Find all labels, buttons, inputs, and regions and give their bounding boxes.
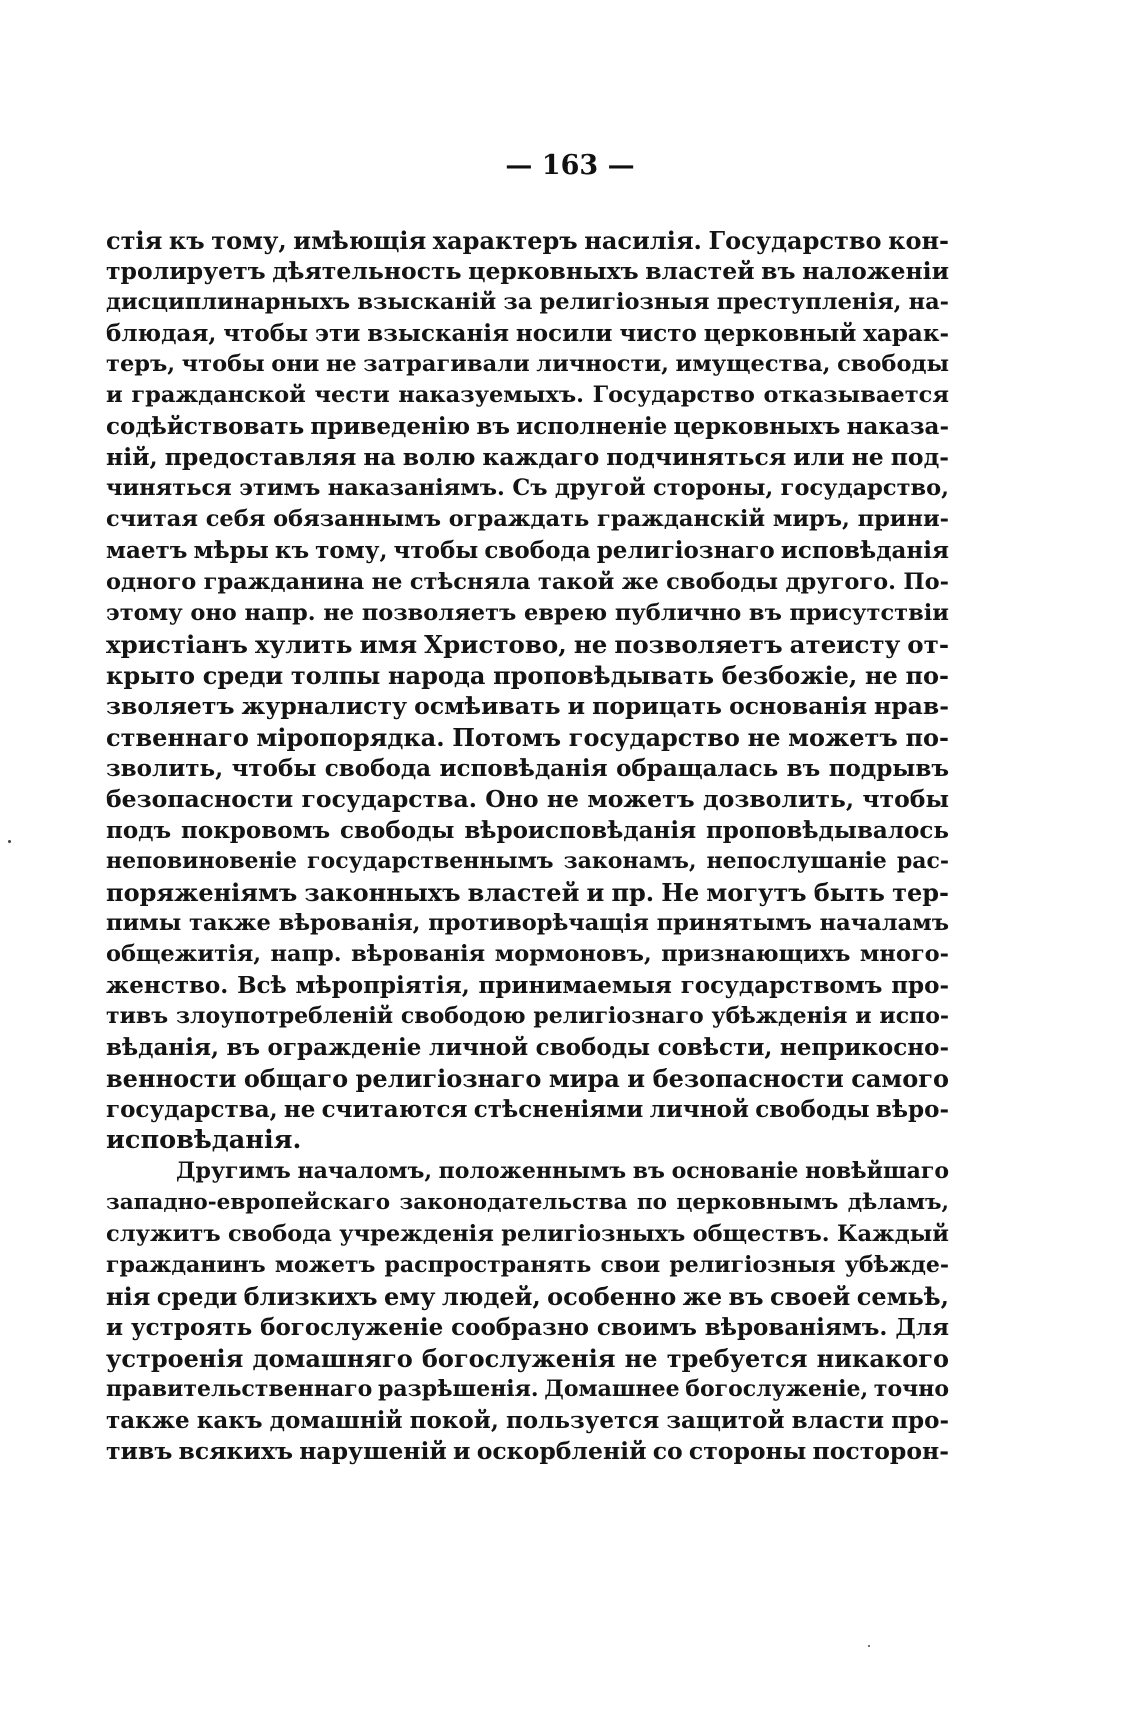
text-line: и устроять богослуженіе сообразно своимъ вѣрованіямъ. Для (106, 1313, 949, 1341)
text-line: этому оно напр. не позволяетъ еврею публично въ присутствіи (106, 599, 949, 626)
text-line: одного гражданина не стѣсняла такой же свободы другого. По- (106, 568, 949, 595)
text-line: ній, предоставляя на волю каждаго подчиняться или не под- (106, 443, 949, 472)
text-line: Другимъ началомъ, положеннымъ въ основаніе новѣйшаго (176, 1158, 949, 1185)
text-line: и гражданской чести наказуемыхъ. Государство отказывается (106, 382, 949, 409)
text-line: женство. Всѣ мѣропріятія, принимаемыя государствомъ про- (106, 972, 949, 1000)
text-line: также какъ домашній покой, пользуется защитой власти про- (106, 1406, 949, 1434)
text-line: дисциплинарныхъ взысканій за религіозныя преступленія, на- (106, 289, 949, 316)
text-line: считая себя обязаннымъ ограждать гражданскій миръ, прини- (106, 506, 949, 533)
text-line: ственнаго міропорядка. Потомъ государство не можетъ по- (106, 722, 949, 752)
text-line: исповѣданія. (106, 1125, 302, 1156)
text-line: тивъ всякихъ нарушеній и оскорбленій со стороны посторон- (106, 1436, 949, 1465)
body-text (106, 225, 949, 1467)
text-line: теръ, чтобы они не затрагивали личности, имущества, свободы (106, 351, 949, 378)
text-line: западно-европейскаго законодательства по церковнымъ дѣламъ, (106, 1190, 949, 1216)
text-line: блюдая, чтобы эти взысканія носили чисто церковный харак- (106, 320, 949, 348)
text-line: венности общаго религіознаго мира и безопасности самого (106, 1064, 949, 1094)
text-line: зволяетъ журналисту осмѣивать и порицать основанія нрав- (106, 691, 949, 720)
scan-speck (868, 1645, 870, 1647)
page-number: — 163 — (505, 150, 635, 181)
text-line: государства, не считаются стѣсненіями личной свободы вѣро- (106, 1096, 949, 1124)
text-line: чиняться этимъ наказаніямъ. Съ другой стороны, государство, (106, 475, 949, 502)
text-line: устроенія домашняго богослуженія не требуется никакого (106, 1343, 949, 1373)
text-line: служитъ свобода учрежденія религіозныхъ обществъ. Каждый (106, 1220, 949, 1247)
text-line: содѣйствовать приведенію въ исполненіе церковныхъ наказа- (106, 413, 949, 441)
text-line: тролируетъ дѣятельность церковныхъ властей въ наложеніи (106, 257, 949, 286)
text-line: безопасности государства. Оно не можетъ дозволить, чтобы (106, 784, 949, 813)
text-line: нія среди близкихъ ему людей, особенно же въ своей семьѣ, (106, 1281, 949, 1311)
text-line: общежитія, напр. вѣрованія мормоновъ, признающихъ много- (106, 941, 949, 968)
text-line: неповиновеніе государственнымъ законамъ, непослушаніе рас- (106, 847, 949, 874)
text-line: крыто среди толпы народа проповѣдывать безбожіе, не по- (106, 660, 949, 690)
text-line: поряженіямъ законныхъ властей и пр. Не могутъ быть тер- (106, 877, 949, 907)
text-line: правительственнаго разрѣшенія. Домашнее богослуженіе, точно (106, 1375, 949, 1402)
text-line: вѣданія, въ огражденіе личной свободы совѣсти, неприкосно- (106, 1034, 949, 1062)
text-line: христіанъ хулить имя Христово, не позволяетъ атеисту от- (106, 629, 949, 659)
text-line: гражданинъ можетъ распространять свои религіозныя убѣжде- (106, 1251, 949, 1278)
scan-speck (8, 840, 11, 843)
text-line: тивъ злоупотребленій свободою религіознаго убѣжденія и испо- (106, 1003, 949, 1030)
text-line: маетъ мѣры къ тому, чтобы свобода религіознаго исповѣданія (106, 537, 949, 565)
text-line: подъ покровомъ свободы вѣроисповѣданія проповѣдывалось (106, 816, 949, 844)
text-line: стія къ тому, имѣющія характеръ насилія. Государство кон- (106, 226, 949, 255)
text-line: зволить, чтобы свобода исповѣданія обращалась въ подрывъ (106, 754, 949, 782)
text-line: пимы также вѣрованія, противорѣчащія принятымъ началамъ (106, 910, 949, 937)
